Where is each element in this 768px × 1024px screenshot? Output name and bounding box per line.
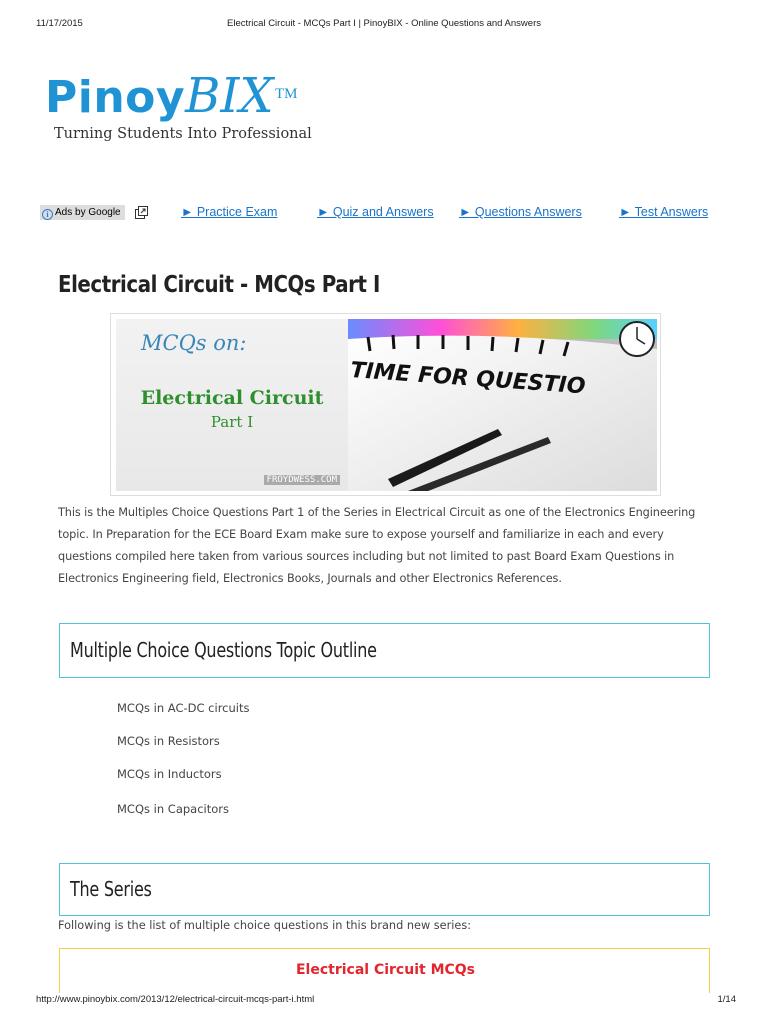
logo-trademark: TM (274, 86, 298, 102)
banner-photo (348, 319, 657, 491)
ad-link-test-answers[interactable]: ► Test Answers (619, 205, 709, 219)
series-mcq-box-title: Electrical Circuit MCQs (295, 962, 476, 978)
logo-text-bix: BIX (185, 68, 274, 124)
banner-photo-text: TIME FOR QUESTIO (349, 358, 587, 400)
topic-outline-heading: Multiple Choice Questions Topic Outline (70, 638, 377, 662)
info-icon: i (42, 209, 53, 220)
ads-by-google-label: Ads by Google (55, 207, 121, 218)
article-banner-image (110, 313, 661, 496)
print-page-title: Electrical Circuit - MCQs Part I | PinoyBIX - Online Questions and Answers (227, 18, 541, 29)
topic-item-resistors[interactable]: MCQs in Resistors (117, 734, 220, 748)
topic-item-inductors[interactable]: MCQs in Inductors (117, 767, 222, 781)
ad-link-quiz-and-answers[interactable]: ► Quiz and Answers (317, 205, 434, 219)
intro-paragraph: This is the Multiples Choice Questions Part 1 of the Series in Electrical Circuit as one of the Electronics Engineering topic. In Preparation for the ECE Board Exam make sure to expose yourself and familiarize in each and every questions compiled here taken from various sources including but not limited to past Board Exam Questions in Electronics Engineering field, Electronics Books, Journals and other Electronics References. (58, 506, 696, 585)
print-url: http://www.pinoybix.com/2013/12/electrical-circuit-mcqs-part-i.html (36, 994, 315, 1005)
banner-subject: Electrical Circuit (140, 387, 324, 409)
page-title: Electrical Circuit - MCQs Part I (58, 272, 380, 298)
topic-item-capacitors[interactable]: MCQs in Capacitors (117, 802, 229, 816)
banner-part: Part I (210, 413, 254, 431)
series-description: Following is the list of multiple choice questions in this brand new series: (58, 919, 472, 932)
clock-photo-graphic (348, 319, 657, 491)
series-mcq-box (59, 948, 710, 993)
external-link-icon[interactable] (135, 206, 148, 219)
ads-by-google-badge[interactable] (40, 205, 125, 220)
ad-link-questions-answers[interactable]: ► Questions Answers (459, 205, 582, 219)
topic-item-ac-dc[interactable]: MCQs in AC-DC circuits (117, 701, 250, 715)
banner-mcqs-on: MCQs on: (141, 331, 247, 355)
site-logo[interactable] (45, 68, 298, 124)
print-date: 11/17/2015 (36, 18, 83, 29)
banner-credit: FROYDWESS.COM (264, 475, 340, 485)
site-tagline: Turning Students Into Professional (54, 126, 312, 142)
print-header (0, 18, 768, 32)
print-page-number: 1/14 (717, 994, 736, 1005)
banner-text-panel (116, 319, 348, 491)
print-footer (0, 994, 768, 1008)
series-heading: The Series (70, 877, 152, 901)
topic-outline-heading-box (59, 623, 710, 678)
ad-link-practice-exam[interactable]: ► Practice Exam (181, 205, 278, 219)
logo-text-pinoy: Pinoy (45, 72, 186, 123)
series-heading-box (59, 863, 710, 916)
ads-link-bar (0, 204, 768, 224)
